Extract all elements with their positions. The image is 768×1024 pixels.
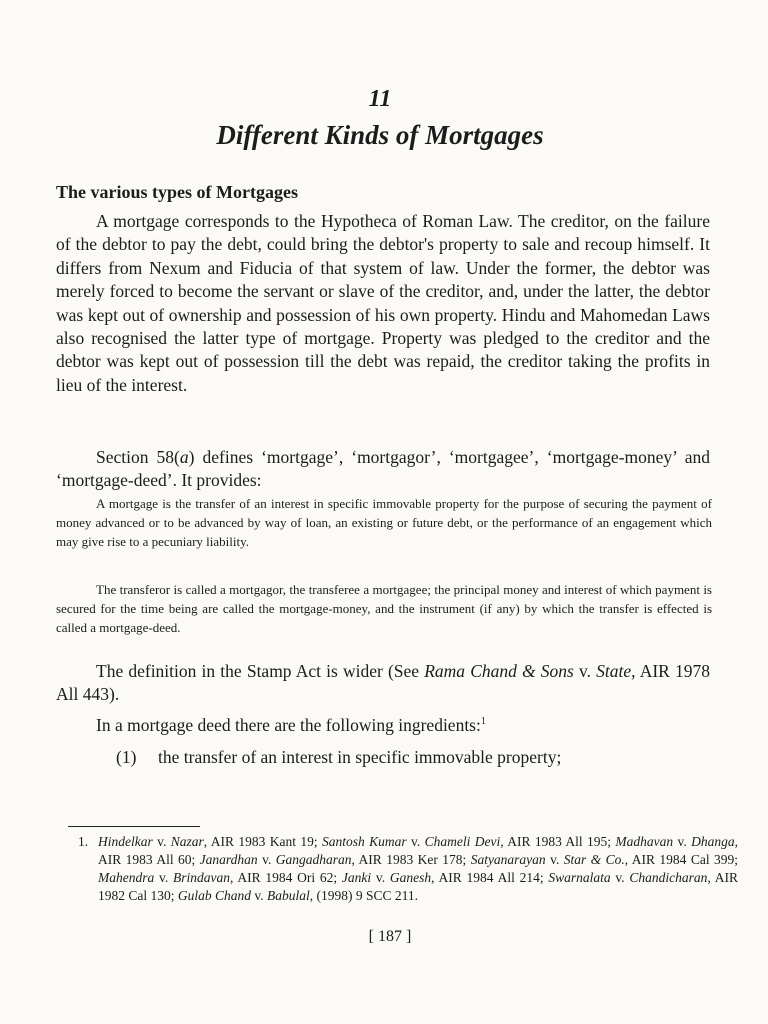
p3-case-name: Rama Chand & Sons <box>424 661 574 681</box>
chapter-number: 11 <box>368 86 392 112</box>
footnote-run: , AIR 1983 Ker 178; <box>351 852 471 867</box>
footnote-run: v. <box>406 834 425 849</box>
footnote-run: Mahendra <box>98 870 155 885</box>
chapter-title: Different Kinds of Mortgages <box>216 120 544 150</box>
p2-italic-a: a <box>179 447 189 467</box>
footnote-run: Swarnalata <box>548 870 611 885</box>
footnote-run: v. <box>673 834 692 849</box>
footnote-run: v. <box>545 852 564 867</box>
footnote-run: v. <box>152 834 171 849</box>
footnote-run: Gangadharan <box>275 852 352 867</box>
quote-transferor-definition: The transferor is called a mortgagor, the transferee a mortgagee; the principal money and interest of which payment is secured for the time being are called the mortgage-money, and the instrument (if any) by which the transfer is effected is called a mortgage-deed. <box>56 582 712 635</box>
footnote-run: Chameli Devi <box>424 834 501 849</box>
footnote-ref: 1 <box>480 716 486 728</box>
p3-versus: v. <box>573 661 597 681</box>
ingredient-list-item <box>116 746 716 769</box>
quote-mortgage-definition: A mortgage is the transfer of an interest in specific immovable property for the purpose of securing the payment of money advanced or to be advanced by way of loan, an existing or future debt, or the performance of an engagement which may give rise to a pecuniary liability. <box>56 496 712 549</box>
paragraph-section-58a <box>56 446 710 493</box>
footnote-run: , AIR 1984 Ori 62; <box>230 870 342 885</box>
footnote-run: v. <box>251 888 268 903</box>
footnote-run: Ganesh <box>389 870 432 885</box>
page-number: [ 187 ] <box>368 928 412 945</box>
footnote-run: Janki <box>341 870 372 885</box>
paragraph-hypotheca: A mortgage corresponds to the Hypotheca of Roman Law. The creditor, on the failure of the debtor to pay the debt, could bring the debtor's property to sale and recoup himself. It differs from Nexum and Fiducia of that system of law. Under the former, the debtor was merely forced to become the servant or slave of the creditor, and, under the latter, the debtor was kept out of ownership and possession of his own property. Hindu and Mahomedan Laws also recognised the latter type of mortgage. Property was pledged to the creditor and the debtor was kept out of possession till the debt was repaid, the creditor taking the profits in lieu of the interest. <box>56 211 710 395</box>
paragraph-stamp-act <box>56 660 710 707</box>
p3-text-before: The definition in the Stamp Act is wider (See <box>96 661 425 681</box>
footnote-run: , AIR 1984 All 214; <box>431 870 549 885</box>
footnote-run: v. <box>257 852 276 867</box>
footnote-divider <box>68 826 200 827</box>
footnote-run: , AIR 1984 Cal 399; <box>624 852 739 867</box>
footnote-run: Star & Co. <box>563 852 625 867</box>
p3-state: State <box>596 661 632 681</box>
list-item-text: the transfer of an interest in specific immovable property; <box>158 747 562 767</box>
footnote-run: Hindelkar <box>98 834 153 849</box>
p3-citation: , AIR 1978 All 443). <box>56 661 710 705</box>
p2-text-before: Section 58( <box>96 447 180 467</box>
footnote-run: , AIR 1983 All 195; <box>500 834 616 849</box>
footnote-run: Gulab Chand <box>177 888 252 903</box>
footnote-run: Madhavan <box>615 834 674 849</box>
list-item-number: (1) <box>116 747 137 767</box>
footnote-run: Babulal <box>267 888 310 903</box>
footnote-run: v. <box>371 870 390 885</box>
footnote-run: Dhanga <box>691 834 735 849</box>
footnote-run: Santosh Kumar <box>321 834 407 849</box>
footnote-run: , AIR 1983 All 60; <box>98 834 739 867</box>
footnote-number: 1. <box>78 834 89 849</box>
section-heading: The various types of Mortgages <box>56 182 298 202</box>
paragraph-ingredients <box>56 714 710 737</box>
footnote-run: , (1998) 9 SCC 211. <box>309 888 419 903</box>
footnote-run: v. <box>154 870 174 885</box>
p4-text: In a mortgage deed there are the following ingredients: <box>96 715 481 735</box>
footnote-run: v. <box>610 870 630 885</box>
footnote-run: , AIR 1982 Cal 130; <box>98 870 739 903</box>
footnote-run: Janardhan <box>199 852 258 867</box>
footnote <box>78 833 738 905</box>
footnote-run: Nazar <box>170 834 204 849</box>
footnote-run: , AIR 1983 Kant 19; <box>203 834 322 849</box>
footnote-run: Brindavan <box>173 870 231 885</box>
p2-text-after: ) defines ‘mortgage’, ‘mortgagor’, ‘mortgagee’, ‘mortgage-money’ and ‘mortgage-deed’. It provides: <box>56 447 710 491</box>
footnote-run: Chandicharan <box>629 870 708 885</box>
footnote-run: Satyanarayan <box>470 852 546 867</box>
